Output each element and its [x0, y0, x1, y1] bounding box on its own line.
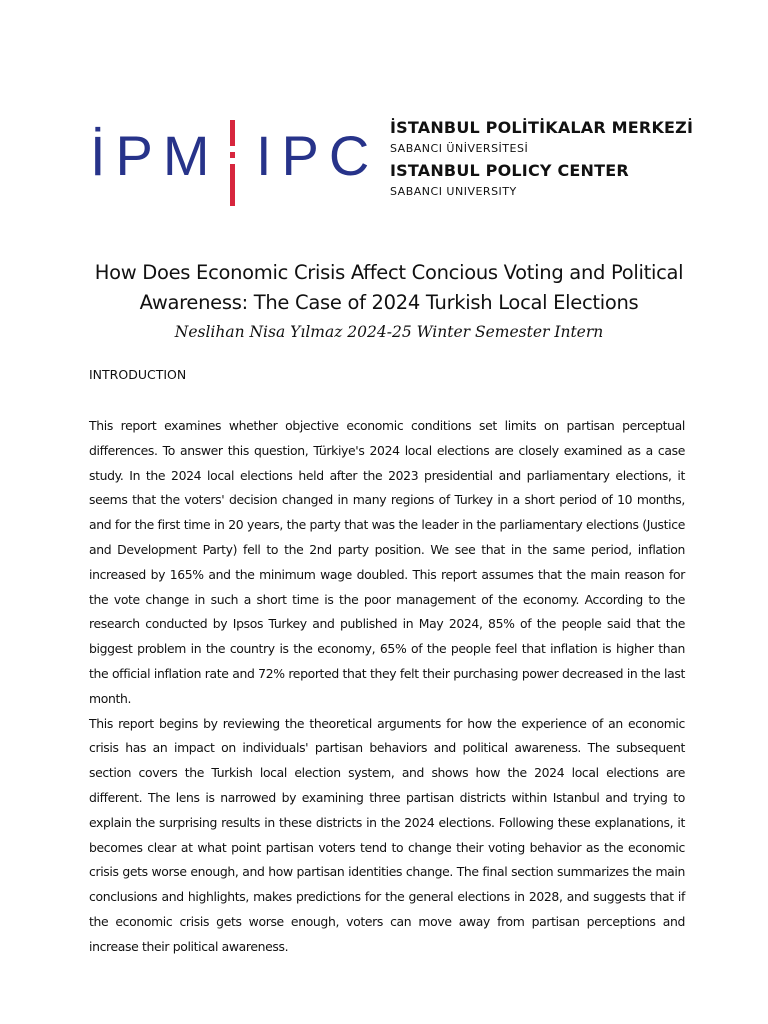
logo-ipm-text: İPM [90, 124, 220, 187]
logo-institution-names [390, 116, 693, 198]
logo-ipc-text: IPC [256, 124, 380, 187]
logo-line-ipm-name: İSTANBUL POLİTİKALAR MERKEZİ [390, 118, 694, 137]
section-heading-introduction: INTRODUCTION [89, 367, 187, 382]
document-subtitle: Neslihan Nisa Yılmaz 2024-25 Winter Semester Intern [174, 323, 604, 341]
paragraph-2: This report begins by reviewing the theoretical arguments for how the experience of an economic crisis has an impact on individuals' partisan behaviors and political awareness. The subsequent section covers the Turkish local election system, and shows how the 2024 local elections are different. The lens is narrowed by examining three partisan districts within Istanbul and trying to explain the surprising results in these districts in the 2024 elections. Following these explanations, it becomes clear at what point partisan voters tend to change their voting behavior as the economic crisis gets worse enough, and how partisan identities change. The final section summarizes the main conclusions and highlights, makes predictions for the general elections in 2028, and suggests that if the economic crisis gets worse enough, voters can move away from partisan perceptions and increase their political awareness. [89, 715, 685, 954]
logo-line-sabanci-tr: SABANCI ÜNİVERSİTESİ [390, 142, 529, 155]
ipm-ipc-logo [90, 116, 694, 212]
paragraph-1: This report examines whether objective economic conditions set limits on partisan perceptual differences. To answer this question, Türkiye's 2024 local elections are closely examined as a case study. In the 2024 local elections held after the 2023 presidential and parliamentary elections, it seems that the voters' decision changed in many regions of Turkey in a short period of 10 months, and for the first time in 20 years, the party that was the leader in the parliamentary elections (Justice and Development Party) fell to the 2nd party position. We see that in the same period, inflation increased by 165% and the minimum wage doubled. This report assumes that the main reason for the vote change in such a short time is the poor management of the economy. According to the research conducted by Ipsos Turkey and published in May 2024, 85% of the people said that the biggest problem in the country is the economy, 65% of the people feel that inflation is higher than the official inflation rate and 72% reported that they felt their purchasing power decreased in the last month. [89, 418, 685, 706]
logo-divider [230, 120, 238, 206]
logo-line-sabanci-en: SABANCI UNIVERSITY [390, 185, 517, 198]
document-body [89, 414, 685, 960]
document-title: How Does Economic Crisis Affect Concious Voting and Political Awareness: The Case of 2024 Turkish Local Elections [94, 261, 684, 314]
logo-line-ipc-name: ISTANBUL POLICY CENTER [390, 161, 629, 180]
